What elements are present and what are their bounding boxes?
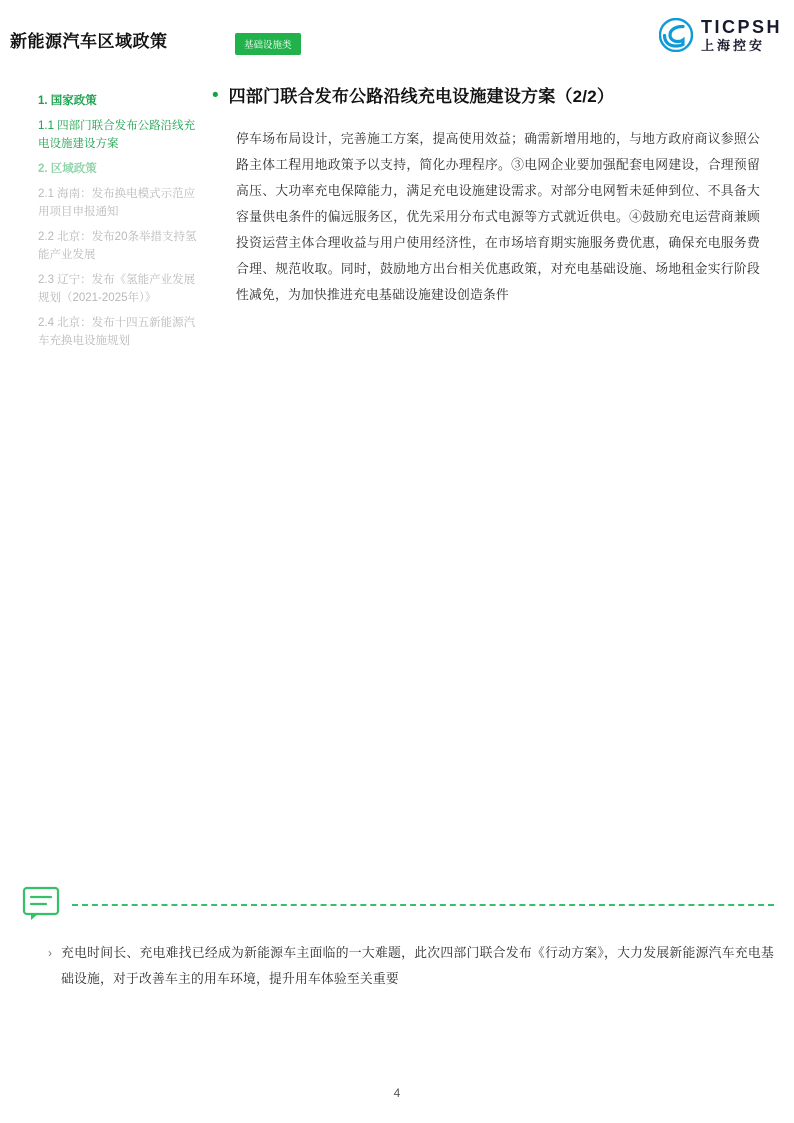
comment-note — [22, 886, 774, 992]
toc-item-1[interactable]: 1. 国家政策 — [38, 95, 97, 107]
bullet-icon: • — [212, 85, 219, 106]
logo-text-top: TICPSH — [700, 17, 782, 37]
note-divider-row — [22, 886, 774, 922]
section-body: 停车场布局设计，完善施工方案，提高使用效益；确需新增用地的，与地方政府商议参照公路主体工程用地政策予以支持，简化办理程序。③电网企业要加强配套电网建设，合理预留高压、大功率充电保障能力，满足充电设施建设需求。对部分电网暂未延伸到位、不具备大容量供电条件的偏远服务区，优先采用分布式电源等方式就近供电。④鼓励充电运营商兼顾投资运营主体合理收益与用户使用经济性，在市场培育期实施服务费优惠，确保充电服务费合理、规范收取。同时，鼓励地方出台相关优惠政策，对充电基础设施、场地租金实行阶段性减免，为加快推进充电基础设施建设创造条件 — [236, 131, 760, 302]
page-title: 新能源汽车区域政策 — [10, 32, 168, 51]
page-header — [0, 0, 794, 62]
toc-item-2-2[interactable]: 2.2 北京：发布20条举措支持氢能产业发展 — [38, 231, 197, 261]
section-title: 四部门联合发布公路沿线充电设施建设方案（2/2） — [228, 87, 615, 106]
section-heading — [212, 84, 760, 110]
logo-swirl-icon — [659, 18, 693, 52]
brand-logo — [659, 18, 782, 52]
toc-item-2-3[interactable]: 2.3 辽宁：发布《氢能产业发展规划（2021-2025年）》 — [38, 274, 196, 304]
toc-item-1-1[interactable]: 1.1 四部门联合发布公路沿线充电设施建设方案 — [38, 120, 196, 150]
table-of-contents — [38, 92, 203, 357]
toc-item-2[interactable]: 2. 区域政策 — [38, 163, 97, 175]
logo-text-bottom: 上海控安 — [700, 38, 765, 53]
toc-item-2-1[interactable]: 2.1 海南：发布换电模式示范应用项目申报通知 — [38, 188, 196, 218]
logo-wordmark — [701, 18, 782, 52]
note-text: 充电时间长、充电难找已经成为新能源车主面临的一大难题，此次四部门联合发布《行动方案》，大力发展新能源汽车充电基础设施，对于改善车主的用车环境，提升用车体验至关重要 — [61, 945, 774, 986]
page-number: 4 — [393, 1086, 401, 1100]
comment-icon — [22, 886, 62, 922]
category-badge: 基础设施类 — [235, 33, 301, 55]
toc-item-2-4[interactable]: 2.4 北京：发布十四五新能源汽车充换电设施规划 — [38, 317, 196, 347]
chevron-right-icon: › — [48, 946, 52, 960]
main-content — [212, 84, 760, 308]
note-dashed-rule — [72, 904, 774, 906]
note-text-row — [22, 940, 774, 992]
